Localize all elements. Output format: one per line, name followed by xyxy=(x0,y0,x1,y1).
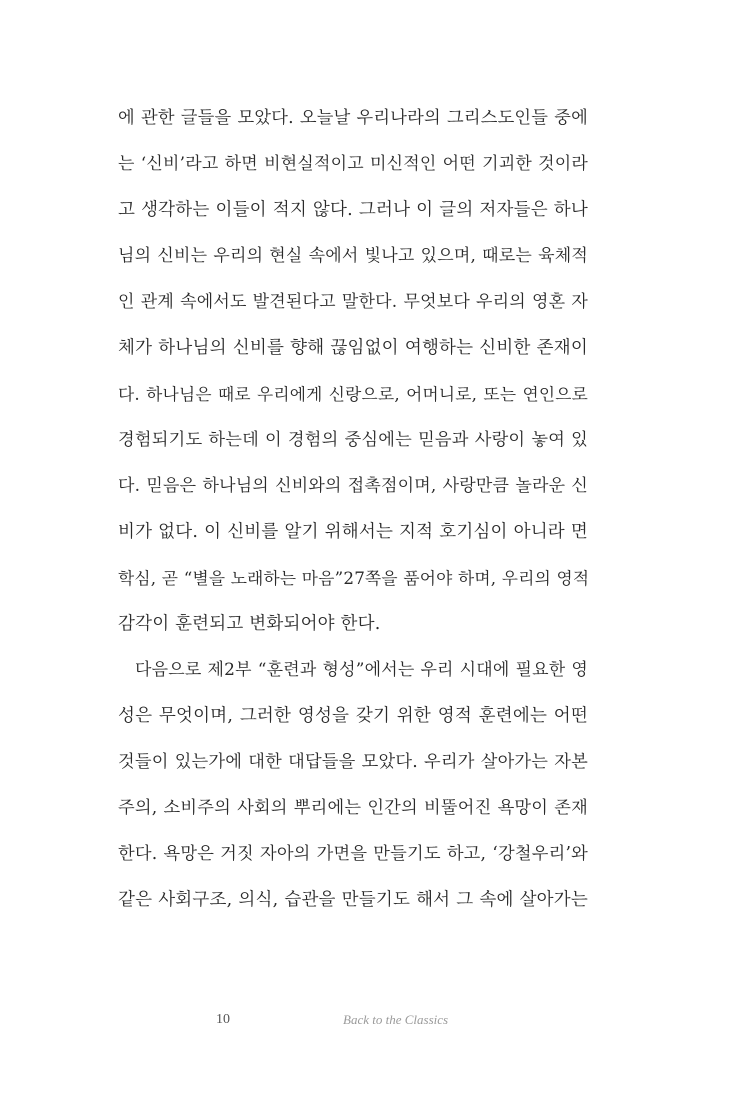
text-line: 체가 하나님의 신비를 향해 끊임없이 여행하는 신비한 존재이 xyxy=(118,338,588,358)
page-footer xyxy=(0,1012,750,1032)
text-line: 주의, 소비주의 사회의 뿌리에는 인간의 비뚤어진 욕망이 존재 xyxy=(118,798,588,818)
running-title: Back to the Classics xyxy=(343,1012,449,1027)
text-line: 고 생각하는 이들이 적지 않다. 그러나 이 글의 저자들은 하나 xyxy=(118,200,588,220)
text-line: 에 관한 글들을 모았다. 오늘날 우리나라의 그리스도인들 중에 xyxy=(118,108,588,128)
body-text xyxy=(118,95,588,923)
text-line: 감각이 훈련되고 변화되어야 한다. xyxy=(118,614,381,634)
text-line: 학심, 곧 “별을 노래하는 마음”27쪽을 품어야 하며, 우리의 영적 xyxy=(118,568,590,588)
text-line: 같은 사회구조, 의식, 습관을 만들기도 해서 그 속에 살아가는 xyxy=(118,890,588,910)
text-line: 다. 믿음은 하나님의 신비와의 접촉점이며, 사랑만큼 놀라운 신 xyxy=(118,476,588,496)
text-line: 한다. 욕망은 거짓 자아의 가면을 만들기도 하고, ‘강철우리’와 xyxy=(118,844,588,864)
text-line: 인 관계 속에서도 발견된다고 말한다. 무엇보다 우리의 영혼 자 xyxy=(118,292,588,312)
text-line: 다. 하나님은 때로 우리에게 신랑으로, 어머니로, 또는 연인으로 xyxy=(118,384,588,404)
text-line: 비가 없다. 이 신비를 알기 위해서는 지적 호기심이 아니라 면 xyxy=(118,522,588,542)
text-line: 는 ‘신비’라고 하면 비현실적이고 미신적인 어떤 기괴한 것이라 xyxy=(118,154,588,174)
text-line: 것들이 있는가에 대한 대답들을 모았다. 우리가 살아가는 자본 xyxy=(118,752,588,772)
text-line: 경험되기도 하는데 이 경험의 중심에는 믿음과 사랑이 놓여 있 xyxy=(118,430,588,450)
text-line: 성은 무엇이며, 그러한 영성을 갖기 위한 영적 훈련에는 어떤 xyxy=(118,706,588,726)
text-line: 다음으로 제2부 “훈련과 형성”에서는 우리 시대에 필요한 영 xyxy=(135,660,588,680)
text-line: 님의 신비는 우리의 현실 속에서 빛나고 있으며, 때로는 육체적 xyxy=(118,246,588,266)
page-number: 10 xyxy=(216,1012,230,1027)
